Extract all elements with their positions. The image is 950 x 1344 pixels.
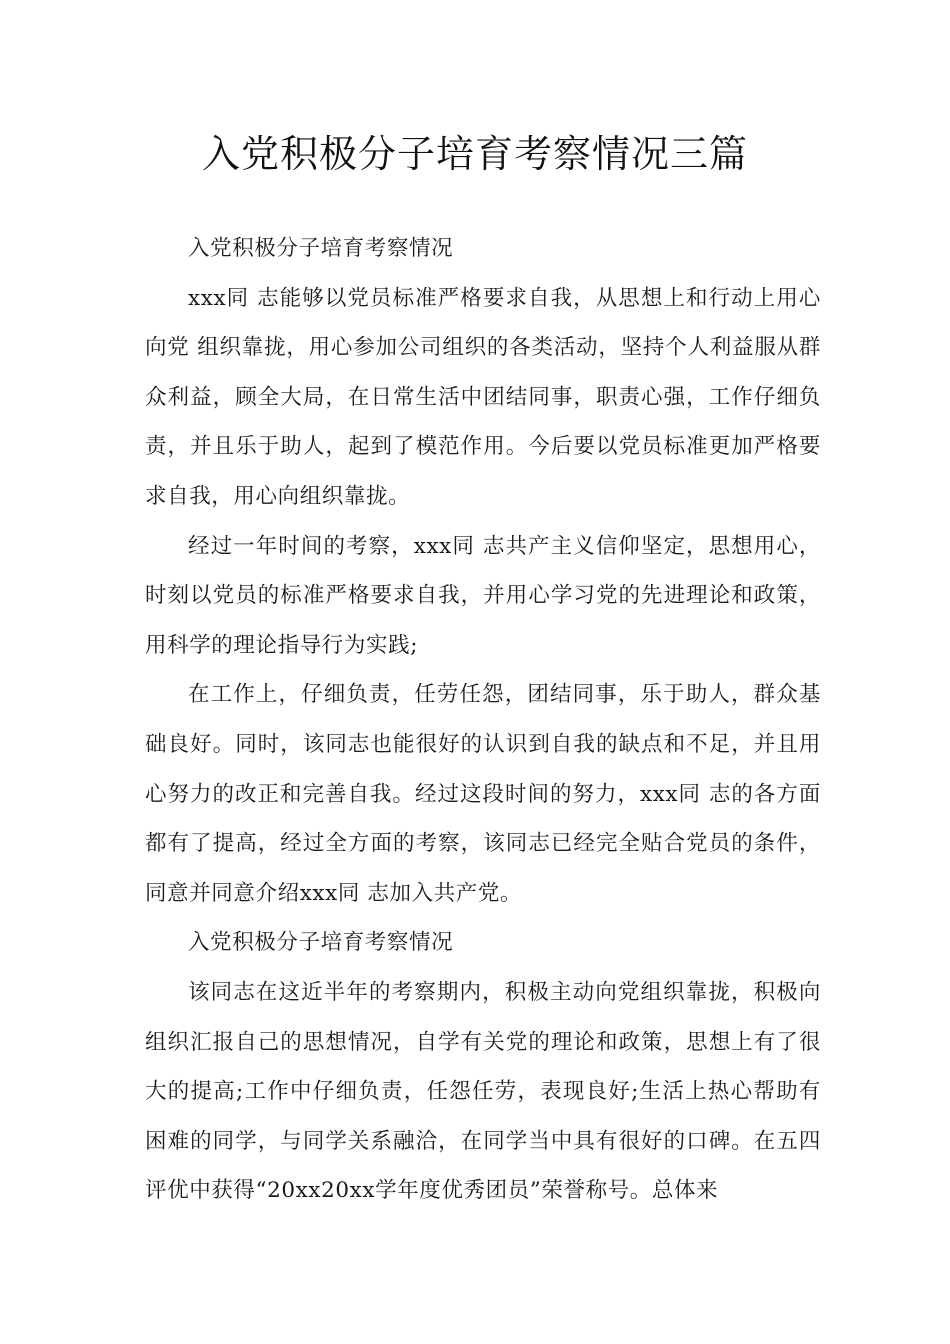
paragraph-2: 经过一年时间的考察，xxx同 志共产主义信仰坚定，思想用心，时刻以党员的标准严格要求自我，并用心学习党的先进理论和政策，用科学的理论指导行为实践;	[145, 533, 821, 658]
paragraph-3: 在工作上，仔细负责，任劳任怨，团结同事，乐于助人，群众基础良好。同时，该同志也能很好的认识到自我的缺点和不足，并且用心努力的改正和完善自我。经过这段时间的努力，xxx同 志的各方面都有了提高，经过全方面的考察，该同志已经完全贴合党员的条件，同意并同意介绍xxx同 志加入共产党。	[145, 682, 821, 906]
paragraph-4: 该同志在这近半年的考察期内，积极主动向党组织靠拢，积极向组织汇报自己的思想情况，自学有关党的理论和政策，思想上有了很大的提高;工作中仔细负责，任怨任劳，表现良好;生活上热心帮助有困难的同学，与同学关系融洽，在同学当中具有很好的口碑。在五四评优中获得“20xx20xx学年度优秀团员”荣誉称号。总体来	[145, 979, 821, 1204]
section-heading-2: 入党积极分子培育考察情况	[188, 930, 454, 956]
paragraph-1: xxx同 志能够以党员标准严格要求自我，从思想上和行动上用心向党 组织靠拢，用心参加公司组织的各类活动，坚持个人利益服从群众利益，顾全大局，在日常生活中团结同事，职责心强，工作仔细负责，并且乐于助人，起到了模范作用。今后要以党员标准更加严格要求自我，用心向组织靠拢。	[145, 285, 821, 509]
section-heading-1: 入党积极分子培育考察情况	[188, 236, 454, 261]
document-title: 入党积极分子培育考察情况三篇	[201, 132, 748, 176]
document-body	[145, 224, 821, 1216]
